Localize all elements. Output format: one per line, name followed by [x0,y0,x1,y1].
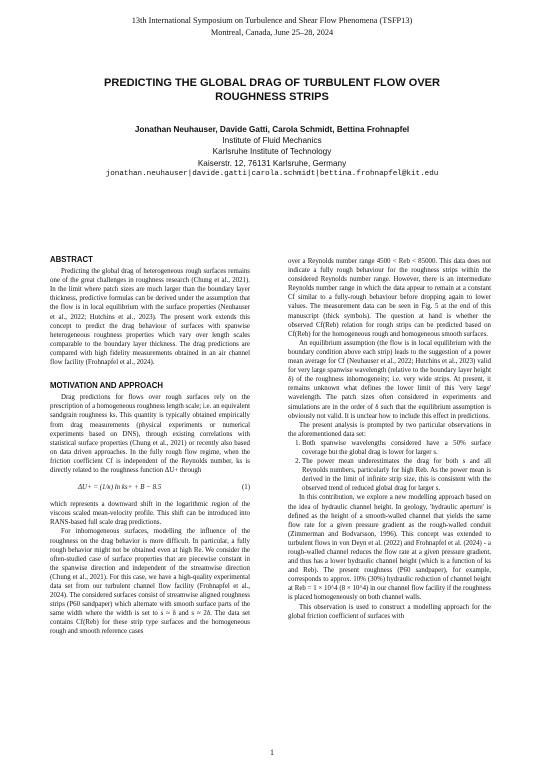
right-column [288,257,491,621]
motivation-paragraph: which represents a downward shift in the logarithmic region of the viscous scaled mean-velocity profile. This shift can be introduced into RANS-based full scale drag predictions. [50,501,250,527]
list-item: 2. The power mean underestimates the drag for both s and all Reynolds numbers, particularly for high Reb. As the power mean is derived in the limit of infinite strip size, this is consistent with the observed trend of reduced global drag for larger s. [302,457,491,493]
author-emails: jonathan.neuhauser|davide.gatti|carola.schmidt|bettina.frohnapfel@kit.edu [105,169,439,178]
institute: Institute of Fluid Mechanics [222,136,322,146]
conference-name: 13th International Symposium on Turbulence and Shear Flow Phenomena (TSFP13) [131,16,413,25]
abstract-text: Predicting the global drag of heterogeneous rough surfaces remains one of the great challenges in roughness research (Chung et al., 2021). In the limit where patch sizes are much larger than the boundary layer thickness, predictive formulas can be derived under the assumption that the flow is in local equilibrium with the surface properties (Neuhauser et al., 2022; Hutchins et al., 2023). The present work extends this concept to predict the drag behaviour of surfaces with spanwise heterogeneous roughness properties which vary over length scales comparable to the boundary layer thickness. The drag predictions are compared with high fidelity measurements obtained in an air channel flow facility (Frohnapfel et al., 2024). [50,268,250,367]
body-paragraph: An equilibrium assumption (the flow is in local equilibrium with the boundary condition above each strip) leads to the suggestion of a power mean average for Cf (Neuhauser et al., 2022; Hutchins et al., 2023) valid for very large spanwise wavelength (relative to the boundary layer height δ) of the roughness inhomogeneity; i.e. very wide strips. At present, it remains unknown what defines the lower limit of this 'very large' wavelength. The patch sizes often considered in experiments and simulations are in the order of δ such that the equilibrium assumption is obviously not valid. It is unclear how to include this effect in predictions. [288,339,491,420]
body-paragraph: The present analysis is prompted by two particular observations in the aforementioned data set: [288,421,491,438]
body-paragraph: over a Reynolds number range 4500 < Reb < 85000. This data does not indicate a fully rough behaviour for the roughness strips within the considered Reynolds number range. However, there is an intermediate Reynolds number range in which the data appear to remain at a constant Cf similar to a fully-rough behaviour before dropping again to lower values. The measurement data can be seen in Fig. 5 at the end of this manuscript (thick symbols). The question at hand is whether the observed Cf(Reb) relation for rough strips can be predicted based on Cf(Reb) for the homogeneous rough and homogeneous smooth surfaces. [288,258,491,338]
list-item: 1. Both spanwise wavelengths considered have a 50% surface coverage but the global drag is lower for larger s. [302,439,491,457]
author-block [0,124,544,180]
page-number: 1 [270,748,274,757]
conference-location: Montreal, Canada, June 25–28, 2024 [210,27,334,37]
author-names: Jonathan Neuhauser, Davide Gatti, Carola Schmidt, Bettina Frohnapfel [134,125,410,134]
body-paragraph: This observation is used to construct a modelling approach for the global friction coefficient of surfaces with [288,603,491,620]
body-paragraph: In this contribution, we explore a new modelling approach based on the idea of hydraulic channel height. In geology, 'hydraulic aperture' is defined as the height of a smooth-walled channel that yields the same flow rate for a given pressure gradient as the rough-walled conduit (Zimmerman and Bodvarsson, 1996). This concept was extended to turbulent flows in von Deyn et al. (2022) and Frohnapfel et al. (2024) - a rough-walled channel reduces the flow rate at a given pressure gradient, and thus has a lower hydraulic channel height (which is a function of ks and Reb). The present roughness (P60 sandpaper), for example, corresponds to approx. 10% (30%) hydraulic reduction of channel height at Reb = 1 × 10^4 (8 × 10^4) in our channel flow facility if the roughness is placed homogeneously on both channel walls. [288,494,491,602]
motivation-heading: MOTIVATION AND APPROACH [50,381,164,391]
observation-list [288,439,491,494]
title-line: ROUGHNESS STRIPS [215,90,329,103]
motivation-paragraph: Drag predictions for flows over rough surfaces rely on the prescription of a homogeneous roughness length scale; i.e. an equivalent sandgrain roughness ks. This quantity is typically obtained empirically from drag measurements (physical experiments or numerical experiments based on DNS), through existing correlations with statistical surface properties (Chung et al., 2021) or recently also based on data driven approaches. In the fully rough flow regime, when the friction coefficient Cf is independent of the Reynolds number, ks is directly related to the roughness function ΔU+ through [50,394,250,474]
conference-header [0,15,544,38]
abstract-heading: ABSTRACT [50,255,93,264]
left-column [50,255,250,637]
title-line: PREDICTING THE GLOBAL DRAG OF TURBULENT FLOW OVER [104,77,440,89]
equation-number: (1) [241,484,250,492]
address: Kaiserstr. 12, 76131 Karlsruhe, Germany [197,158,347,168]
paper-title [60,77,484,104]
equation-1 [50,483,250,492]
university: Karlsruhe Institute of Technology [212,147,332,157]
equation-body: ΔU+ = (1/κ) ln ks+ + B − 8.5 [78,484,162,492]
motivation-paragraph: For inhomogeneous surfaces, modelling the influence of the roughness on the drag behavior is more difficult. In particular, a fully rough behavior might not be obtained even at high Re. We consider the often-studied case of surface properties that are piecewise constant in the spanwise direction and independent of the streamwise direction (Chung et al., 2021). For this case, we have a high-quality experimental data set from our turbulent channel flow facility (Frohnapfel et al., 2024). The considered surfaces consist of streamwise aligned roughness strips (P60 sandpaper) which alternate with smooth surface parts of the same width where the width is set to s ≈ δ and s ≈ 2δ. The data set contains Cf(Reb) for these strip type surfaces and the homogeneous rough and smooth reference cases [50,528,250,636]
